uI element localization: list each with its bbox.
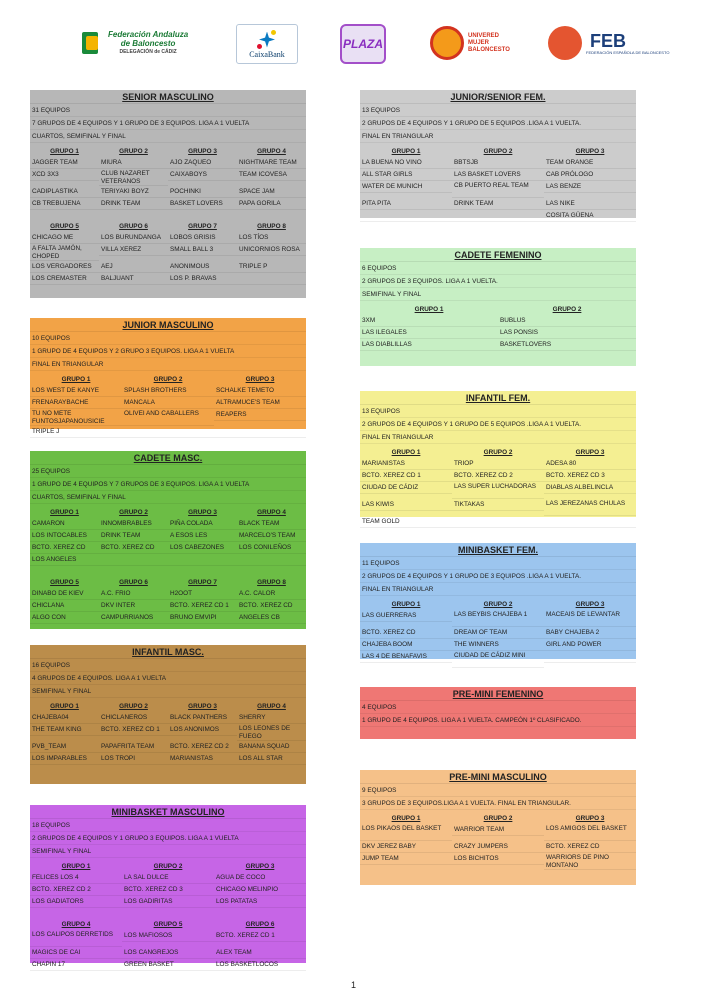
team-cell: BCTO. XEREZ CD xyxy=(360,627,452,639)
group-header: GRUPO 6 xyxy=(119,223,148,230)
team-cell: AEJ xyxy=(99,261,168,273)
team-cell: CAMPURRIANOS xyxy=(99,612,168,624)
group-header: GRUPO 3 xyxy=(575,601,605,608)
team-cell: LOS IMPARABLES xyxy=(30,753,99,765)
team-cell: TRIOP xyxy=(452,458,544,470)
groups-table xyxy=(30,577,306,624)
fab-logo-line2: de Baloncesto xyxy=(120,38,176,48)
senior-masculino-section xyxy=(30,90,306,298)
team-cell: CADIPLASTIKA xyxy=(30,186,99,198)
team-cell: BANANA SQUAD xyxy=(237,741,306,753)
team-cell: CLUB NAZARET VETERANOS xyxy=(99,169,168,186)
team-cell xyxy=(99,554,168,566)
team-cell: DINABO DE KIEV xyxy=(30,588,99,600)
section-info-line: CUARTOS, SEMIFINAL Y FINAL xyxy=(30,491,306,504)
team-cell: ALEX TEAM xyxy=(214,947,306,959)
team-cell: LOS WEST DE KANYE xyxy=(30,385,122,397)
team-cell: FRENARAYBACHE xyxy=(30,397,122,409)
team-cell: LOS VERGADORES xyxy=(30,261,99,273)
team-cell: LOS PIKAOS DEL BASKET xyxy=(360,824,452,841)
team-cell: TRIPLE J xyxy=(30,426,122,438)
team-cell: CRAZY JUMPERS xyxy=(452,841,544,853)
team-cell: LOS AMIGOS DEL BASKET xyxy=(544,824,636,841)
team-cell: POCHINKI xyxy=(168,186,237,198)
caixabank-logo xyxy=(236,24,298,64)
team-cell: VILLA XEREZ xyxy=(99,244,168,256)
cadete-femenino-section xyxy=(360,248,636,366)
team-cell: BCTO. XEREZ CD 3 xyxy=(122,884,214,896)
section-title: JUNIOR/SENIOR FEM. xyxy=(360,90,636,104)
feb-logo-subtitle: FEDERACIÓN ESPAÑOLA DE BALONCESTO xyxy=(586,49,670,55)
team-cell: SPLASH BROTHERS xyxy=(122,385,214,397)
group-header: GRUPO 1 xyxy=(391,449,421,456)
section-info-line: FINAL EN TRIANGULAR xyxy=(360,583,636,596)
team-cell: LOS MAFIOSOS xyxy=(122,930,214,942)
team-cell xyxy=(168,554,237,566)
team-cell: LOS P. BRAVAS xyxy=(168,273,237,285)
groups-table xyxy=(360,146,636,222)
section-info-line: FINAL EN TRIANGULAR xyxy=(360,130,636,143)
team-cell: LAS BENZE xyxy=(544,181,636,193)
team-cell: LOS ANGELES xyxy=(30,554,99,566)
team-cell: BALJUANT xyxy=(99,273,168,285)
team-cell: BABY CHAJEBA 2 xyxy=(544,627,636,639)
team-cell: DIABLAS ALBELINCLA xyxy=(544,482,636,494)
team-cell: BCTO. XEREZ CD 2 xyxy=(452,470,544,482)
team-cell: REAPERS xyxy=(214,409,306,421)
section-info-line: 2 GRUPOS DE 3 EQUIPOS. LIGA A 1 VUELTA. xyxy=(360,275,636,288)
group-header: GRUPO 2 xyxy=(483,449,513,456)
team-cell: MIURA xyxy=(99,157,168,169)
team-cell: MANCALA xyxy=(122,397,214,409)
team-cell: LOS PATATAS xyxy=(214,896,306,908)
fab-logo xyxy=(78,28,188,58)
team-cell: LAS JEREZANAS CHULAS xyxy=(544,499,636,516)
group-header: GRUPO 3 xyxy=(188,703,217,710)
junior-senior-fem-section xyxy=(360,90,636,218)
team-cell: BLACK TEAM xyxy=(237,518,306,530)
feb-ball-icon xyxy=(548,26,582,60)
caixabank-logo-text: CaixaBank xyxy=(249,49,285,59)
groups-table xyxy=(30,221,306,285)
team-cell: ALTRAMUCE'S TEAM xyxy=(214,397,306,409)
team-cell: LOS TÍOS xyxy=(237,232,306,244)
team-cell: JUMP TEAM xyxy=(360,853,452,865)
team-cell: DKV INTER xyxy=(99,600,168,612)
section-info-line: 10 EQUIPOS xyxy=(30,332,306,345)
team-cell: LAS DIABLILLAS xyxy=(360,339,498,351)
group-header: GRUPO 4 xyxy=(257,509,286,516)
team-cell: LOS CALIPOS DERRETIDS xyxy=(30,930,122,947)
team-cell: MACEAIS DE LEVANTAR xyxy=(544,610,636,627)
team-cell: THE WINNERS xyxy=(452,639,544,651)
team-cell: CHICAGO ME xyxy=(30,232,99,244)
group-header: GRUPO 2 xyxy=(153,376,183,383)
team-cell: BCTO. XEREZ CD 1 xyxy=(214,930,306,942)
group-header: GRUPO 3 xyxy=(575,815,605,822)
groups-table xyxy=(360,599,636,668)
team-cell: LA BUENA NO VINO xyxy=(360,157,452,169)
team-cell xyxy=(237,554,306,566)
team-cell: LOS CANGREJOS xyxy=(122,947,214,959)
team-cell: BASKETLOVERS xyxy=(498,339,636,351)
team-cell xyxy=(544,651,636,663)
group-header: GRUPO 5 xyxy=(50,579,79,586)
team-cell: BUBLUS xyxy=(498,315,636,327)
team-cell: LOS BASKETLOCOS xyxy=(214,959,306,971)
group-header: GRUPO 3 xyxy=(188,509,217,516)
groups-table xyxy=(360,304,636,351)
group-header: GRUPO 5 xyxy=(153,921,183,928)
group-header: GRUPO 2 xyxy=(119,703,148,710)
team-cell: WARRIORS DE PINO MONTANO xyxy=(544,853,636,870)
team-cell: TEAM ICOVESA xyxy=(237,169,306,181)
groups-table xyxy=(30,701,306,765)
team-cell: LOS BICHITOS xyxy=(452,853,544,865)
group-header: GRUPO 1 xyxy=(50,148,79,155)
team-cell: TU NO METE FUNTOSJAPANOUSICIE xyxy=(30,409,122,426)
section-info-line: 3 GRUPOS DE 3 EQUIPOS.LIGA A 1 VUELTA. FINAL EN TRIANGULAR. xyxy=(360,797,636,810)
team-cell: CHICLANEROS xyxy=(99,712,168,724)
section-info-line: SEMIFINAL Y FINAL xyxy=(360,288,636,301)
group-header: GRUPO 1 xyxy=(50,703,79,710)
team-cell: LOS INTOCABLES xyxy=(30,530,99,542)
team-cell: CB TREBUJENA xyxy=(30,198,99,210)
team-cell: BCTO. XEREZ CD 1 xyxy=(168,600,237,612)
group-header: GRUPO 8 xyxy=(257,579,286,586)
team-cell: MARIANISTAS xyxy=(360,458,452,470)
section-info-line: 25 EQUIPOS xyxy=(30,465,306,478)
group-header: GRUPO 1 xyxy=(414,306,444,313)
group-header: GRUPO 2 xyxy=(153,863,183,870)
team-cell: MARIANISTAS xyxy=(168,753,237,765)
section-info-line: 2 GRUPOS DE 4 EQUIPOS Y 1 GRUPO DE 5 EQUIPOS .LIGA A 1 VUELTA. xyxy=(360,117,636,130)
section-info-line: 7 GRUPOS DE 4 EQUIPOS Y 1 GRUPO DE 3 EQUIPOS. LIGA A 1 VUELTA xyxy=(30,117,306,130)
team-cell: LOS CABEZONES xyxy=(168,542,237,554)
group-header: GRUPO 3 xyxy=(245,376,275,383)
team-cell: LOBOS GRISIS xyxy=(168,232,237,244)
team-cell xyxy=(452,210,544,222)
section-info-line: CUARTOS, SEMIFINAL Y FINAL xyxy=(30,130,306,143)
team-cell: LAS BASKET LOVERS xyxy=(452,169,544,181)
team-cell: DRINK TEAM xyxy=(99,530,168,542)
team-cell: MAGICS DE CAI xyxy=(30,947,122,959)
team-cell: LOS LEONES DE FUEGO xyxy=(237,724,306,741)
group-header: GRUPO 3 xyxy=(575,449,605,456)
team-cell: CHICAGO MELINPIO xyxy=(214,884,306,896)
section-info-line: 9 EQUIPOS xyxy=(360,784,636,797)
team-cell: PIÑA COLADA xyxy=(168,518,237,530)
section-info-line: FINAL EN TRIANGULAR xyxy=(30,358,306,371)
team-cell: TRIPLE P xyxy=(237,261,306,273)
team-cell: BCTO. XEREZ CD xyxy=(30,542,99,554)
section-info-line: 18 EQUIPOS xyxy=(30,819,306,832)
team-cell: A ESOS LES xyxy=(168,530,237,542)
caixabank-star-icon xyxy=(257,30,277,50)
team-cell: LAS PONSIS xyxy=(498,327,636,339)
group-header: GRUPO 5 xyxy=(50,223,79,230)
section-title: MINIBASKET FEM. xyxy=(360,543,636,557)
group-header: GRUPO 1 xyxy=(61,863,91,870)
junior-masculino-section xyxy=(30,318,306,435)
group-spacer xyxy=(30,566,306,574)
team-cell: ADESA 80 xyxy=(544,458,636,470)
team-cell: CIUDAD DE CÁDIZ MINI xyxy=(452,651,544,668)
section-title: MINIBASKET MASCULINO xyxy=(30,805,306,819)
team-cell: BCTO. XEREZ CD xyxy=(99,542,168,554)
section-info-line: 1 GRUPO DE 4 EQUIPOS Y 2 GRUPO 3 EQUIPOS. LIGA A 1 VUELTA xyxy=(30,345,306,358)
infantil-masc-section xyxy=(30,645,306,784)
team-cell: CAB PRÓLOGO xyxy=(544,169,636,181)
group-spacer xyxy=(30,908,306,916)
team-cell: PITA PITA xyxy=(360,198,452,210)
team-cell: LAS 4 DE BENAFAVIS xyxy=(360,651,452,663)
team-cell: WARRIOR TEAM xyxy=(452,824,544,836)
team-cell: AJO ZAQUEO xyxy=(168,157,237,169)
team-cell: ALGO CON xyxy=(30,612,99,624)
page-number: 1 xyxy=(350,980,356,990)
section-info-line: 6 EQUIPOS xyxy=(360,262,636,275)
group-header: GRUPO 7 xyxy=(188,223,217,230)
team-cell: GREEN BASKET xyxy=(122,959,214,971)
team-cell: BASKET LOVERS xyxy=(168,198,237,210)
team-cell: CIUDAD DE CÁDIZ xyxy=(360,482,452,494)
fab-logo-icon xyxy=(78,28,104,58)
group-header: GRUPO 3 xyxy=(245,863,275,870)
team-cell: LAS KIWIS xyxy=(360,499,452,511)
groups-table xyxy=(30,861,306,908)
group-header: GRUPO 2 xyxy=(119,148,148,155)
team-cell xyxy=(122,426,214,438)
team-cell: SMALL BALL 3 xyxy=(168,244,237,256)
group-header: GRUPO 2 xyxy=(483,601,513,608)
team-cell: A FALTA JAMÓN, CHOPED xyxy=(30,244,99,261)
group-spacer xyxy=(30,210,306,218)
feb-logo xyxy=(548,26,669,60)
section-title: CADETE MASC. xyxy=(30,451,306,465)
section-title: CADETE FEMENINO xyxy=(360,248,636,262)
section-info-line: 2 GRUPOS DE 4 EQUIPOS Y 1 GRUPO DE 5 EQUIPOS .LIGA A 1 VUELTA. xyxy=(360,418,636,431)
team-cell: BLACK PANTHERS xyxy=(168,712,237,724)
section-info-line: 11 EQUIPOS xyxy=(360,557,636,570)
univered-logo-line2: MUJER xyxy=(468,39,490,46)
team-cell: SHERRY xyxy=(237,712,306,724)
team-cell: PAPA GORILA xyxy=(237,198,306,210)
group-header: GRUPO 3 xyxy=(575,148,605,155)
team-cell: AGUA DE COCO xyxy=(214,872,306,884)
team-cell: SCHALKE TEMETO xyxy=(214,385,306,397)
team-cell: A.C. CALOR xyxy=(237,588,306,600)
team-cell: BCTO. XEREZ CD xyxy=(544,841,636,853)
fab-logo-line3: DELEGACIÓN de CÁDIZ xyxy=(119,48,177,55)
team-cell: ANGELES CB xyxy=(237,612,306,624)
team-cell: LAS BEYBIS CHAJEBA 1 xyxy=(452,610,544,627)
section-title: PRE-MINI MASCULINO xyxy=(360,770,636,784)
section-info-line: 2 GRUPOS DE 4 EQUIPOS Y 1 GRUPO DE 3 EQUIPOS .LIGA A 1 VUELTA. xyxy=(360,570,636,583)
team-cell: PAPAFRITA TEAM xyxy=(99,741,168,753)
team-cell: BCTO. XEREZ CD 2 xyxy=(30,884,122,896)
team-cell: LOS BURUNDANGA xyxy=(99,232,168,244)
team-cell: OLIVEI AND CABALLERS xyxy=(122,409,214,426)
group-header: GRUPO 1 xyxy=(61,376,91,383)
team-cell: DRINK TEAM xyxy=(99,198,168,210)
team-cell: PVB_TEAM xyxy=(30,741,99,753)
team-cell: CHAPIN 17 xyxy=(30,959,122,971)
section-info-line: SEMIFINAL Y FINAL xyxy=(30,845,306,858)
team-cell xyxy=(360,210,452,222)
team-cell: COSITA GÜENA xyxy=(544,210,636,222)
team-cell: TEAM ORANGE xyxy=(544,157,636,169)
team-cell xyxy=(452,516,544,528)
section-info-line: 13 EQUIPOS xyxy=(360,405,636,418)
team-cell: LAS NIKE xyxy=(544,198,636,210)
team-cell: LOS ANONIMOS xyxy=(168,724,237,736)
team-cell: LOS TROPI xyxy=(99,753,168,765)
groups-table xyxy=(360,447,636,528)
team-cell: TIKTAKAS xyxy=(452,499,544,511)
section-title: JUNIOR MASCULINO xyxy=(30,318,306,332)
team-cell: THE TEAM KING xyxy=(30,724,99,736)
team-cell: TEAM GOLD xyxy=(360,516,452,528)
team-cell: CHAJEBA04 xyxy=(30,712,99,724)
group-header: GRUPO 8 xyxy=(257,223,286,230)
section-info-line: 13 EQUIPOS xyxy=(360,104,636,117)
team-cell: LAS GUERRERAS xyxy=(360,610,452,622)
team-cell: CHICLANA xyxy=(30,600,99,612)
section-info-line: 1 GRUPO DE 4 EQUIPOS. LIGA A 1 VUELTA. CAMPEÓN 1º CLASIFICADO. xyxy=(360,714,636,727)
team-cell: NIGHTMARE TEAM xyxy=(237,157,306,169)
univered-logo-line1: UNIVERED xyxy=(468,32,500,39)
team-cell: DREAM OF TEAM xyxy=(452,627,544,639)
group-header: GRUPO 2 xyxy=(552,306,582,313)
team-cell: BCTO. XEREZ CD 1 xyxy=(360,470,452,482)
team-cell: SPACE JAM xyxy=(237,186,306,198)
groups-table xyxy=(30,507,306,566)
team-cell xyxy=(237,273,306,285)
section-info-line: 4 EQUIPOS xyxy=(360,701,636,714)
section-title: PRE-MINI FEMENINO xyxy=(360,687,636,701)
univered-logo-line3: BALONCESTO xyxy=(468,46,510,53)
group-header: GRUPO 7 xyxy=(188,579,217,586)
team-cell: A.C. FRIO xyxy=(99,588,168,600)
logo-bar xyxy=(0,22,707,72)
groups-table xyxy=(360,813,636,870)
group-header: GRUPO 1 xyxy=(50,509,79,516)
group-header: GRUPO 4 xyxy=(257,703,286,710)
minibasket-fem-section xyxy=(360,543,636,659)
team-cell: CAIXABOYS xyxy=(168,169,237,181)
group-header: GRUPO 2 xyxy=(483,148,513,155)
basketball-icon xyxy=(430,26,464,60)
section-info-line: 2 GRUPOS DE 4 EQUIPOS Y 1 GRUPO 3 EQUIPOS. LIGA A 1 VUELTA xyxy=(30,832,306,845)
team-cell: BCTO. XEREZ CD xyxy=(237,600,306,612)
team-cell: LOS ALL STAR xyxy=(237,753,306,765)
section-info-line: 16 EQUIPOS xyxy=(30,659,306,672)
group-header: GRUPO 1 xyxy=(391,148,421,155)
plaza-logo-text: PLAZA xyxy=(343,37,383,51)
section-title: INFANTIL FEM. xyxy=(360,391,636,405)
section-info-line: 31 EQUIPOS xyxy=(30,104,306,117)
team-cell: WATER DE MUNICH xyxy=(360,181,452,193)
team-cell: UNICORNIOS ROSA xyxy=(237,244,306,256)
group-header: GRUPO 1 xyxy=(391,601,421,608)
minibasket-masculino-section xyxy=(30,805,306,968)
team-cell: LAS SUPER LUCHADORAS xyxy=(452,482,544,499)
team-cell: ANONIMOUS xyxy=(168,261,237,273)
group-header: GRUPO 2 xyxy=(119,509,148,516)
team-cell: GIRL AND POWER xyxy=(544,639,636,651)
section-title: SENIOR MASCULINO xyxy=(30,90,306,104)
team-cell: H2OOT xyxy=(168,588,237,600)
team-cell xyxy=(214,426,306,438)
team-cell: XCD 3X3 xyxy=(30,169,99,181)
team-cell: BCTO. XEREZ CD 3 xyxy=(544,470,636,482)
group-header: GRUPO 2 xyxy=(483,815,513,822)
team-cell: CB PUERTO REAL TEAM xyxy=(452,181,544,198)
team-cell: BCTO. XEREZ CD 2 xyxy=(168,741,237,753)
infantil-fem-section xyxy=(360,391,636,525)
team-cell: FELICES LOS 4 xyxy=(30,872,122,884)
cadete-masc-section xyxy=(30,451,306,629)
team-cell: LOS CREMASTER xyxy=(30,273,99,285)
groups-table xyxy=(30,919,306,971)
group-header: GRUPO 4 xyxy=(257,148,286,155)
group-header: GRUPO 1 xyxy=(391,815,421,822)
team-cell: JAGGER TEAM xyxy=(30,157,99,169)
group-header: GRUPO 3 xyxy=(188,148,217,155)
team-cell: BBTSJB xyxy=(452,157,544,169)
univered-logo xyxy=(430,26,510,60)
team-cell: BCTO. XEREZ CD 1 xyxy=(99,724,168,736)
team-cell: BRUNO EMVIPI xyxy=(168,612,237,624)
section-info-line: FINAL EN TRIANGULAR xyxy=(360,431,636,444)
groups-table xyxy=(30,146,306,210)
team-cell: 3XM xyxy=(360,315,498,327)
team-cell: DKV JEREZ BABY xyxy=(360,841,452,853)
section-info-line: 1 GRUPO DE 4 EQUIPOS Y 7 GRUPOS DE 3 EQUIPOS. LIGA A 1 VUELTA xyxy=(30,478,306,491)
feb-logo-text: FEB xyxy=(590,30,626,51)
group-header: GRUPO 6 xyxy=(245,921,275,928)
team-cell: CHAJEBA BOOM xyxy=(360,639,452,651)
pre-mini-femenino-section xyxy=(360,687,636,739)
team-cell xyxy=(544,516,636,528)
team-cell: LAS ILEGALES xyxy=(360,327,498,339)
pre-mini-masculino-section xyxy=(360,770,636,885)
team-cell: LOS GADIRITAS xyxy=(122,896,214,908)
fab-logo-line1: Federación Andaluza xyxy=(108,29,189,39)
plaza-logo xyxy=(340,24,386,64)
group-header: GRUPO 4 xyxy=(61,921,91,928)
section-info-line: 4 GRUPOS DE 4 EQUIPOS. LIGA A 1 VUELTA xyxy=(30,672,306,685)
groups-table xyxy=(30,374,306,438)
team-cell: CAMARON xyxy=(30,518,99,530)
team-cell: ALL STAR GIRLS xyxy=(360,169,452,181)
team-cell: LA SAL DULCE xyxy=(122,872,214,884)
section-info-line: SEMIFINAL Y FINAL xyxy=(30,685,306,698)
team-cell: LOS CONILEÑOS xyxy=(237,542,306,554)
team-cell: LOS GADIATORS xyxy=(30,896,122,908)
group-header: GRUPO 6 xyxy=(119,579,148,586)
team-cell: INNOMBRABLES xyxy=(99,518,168,530)
team-cell: DRINK TEAM xyxy=(452,198,544,210)
team-cell: MARCELO'S TEAM xyxy=(237,530,306,542)
section-title: INFANTIL MASC. xyxy=(30,645,306,659)
team-cell: TERIYAKI BOYZ xyxy=(99,186,168,198)
